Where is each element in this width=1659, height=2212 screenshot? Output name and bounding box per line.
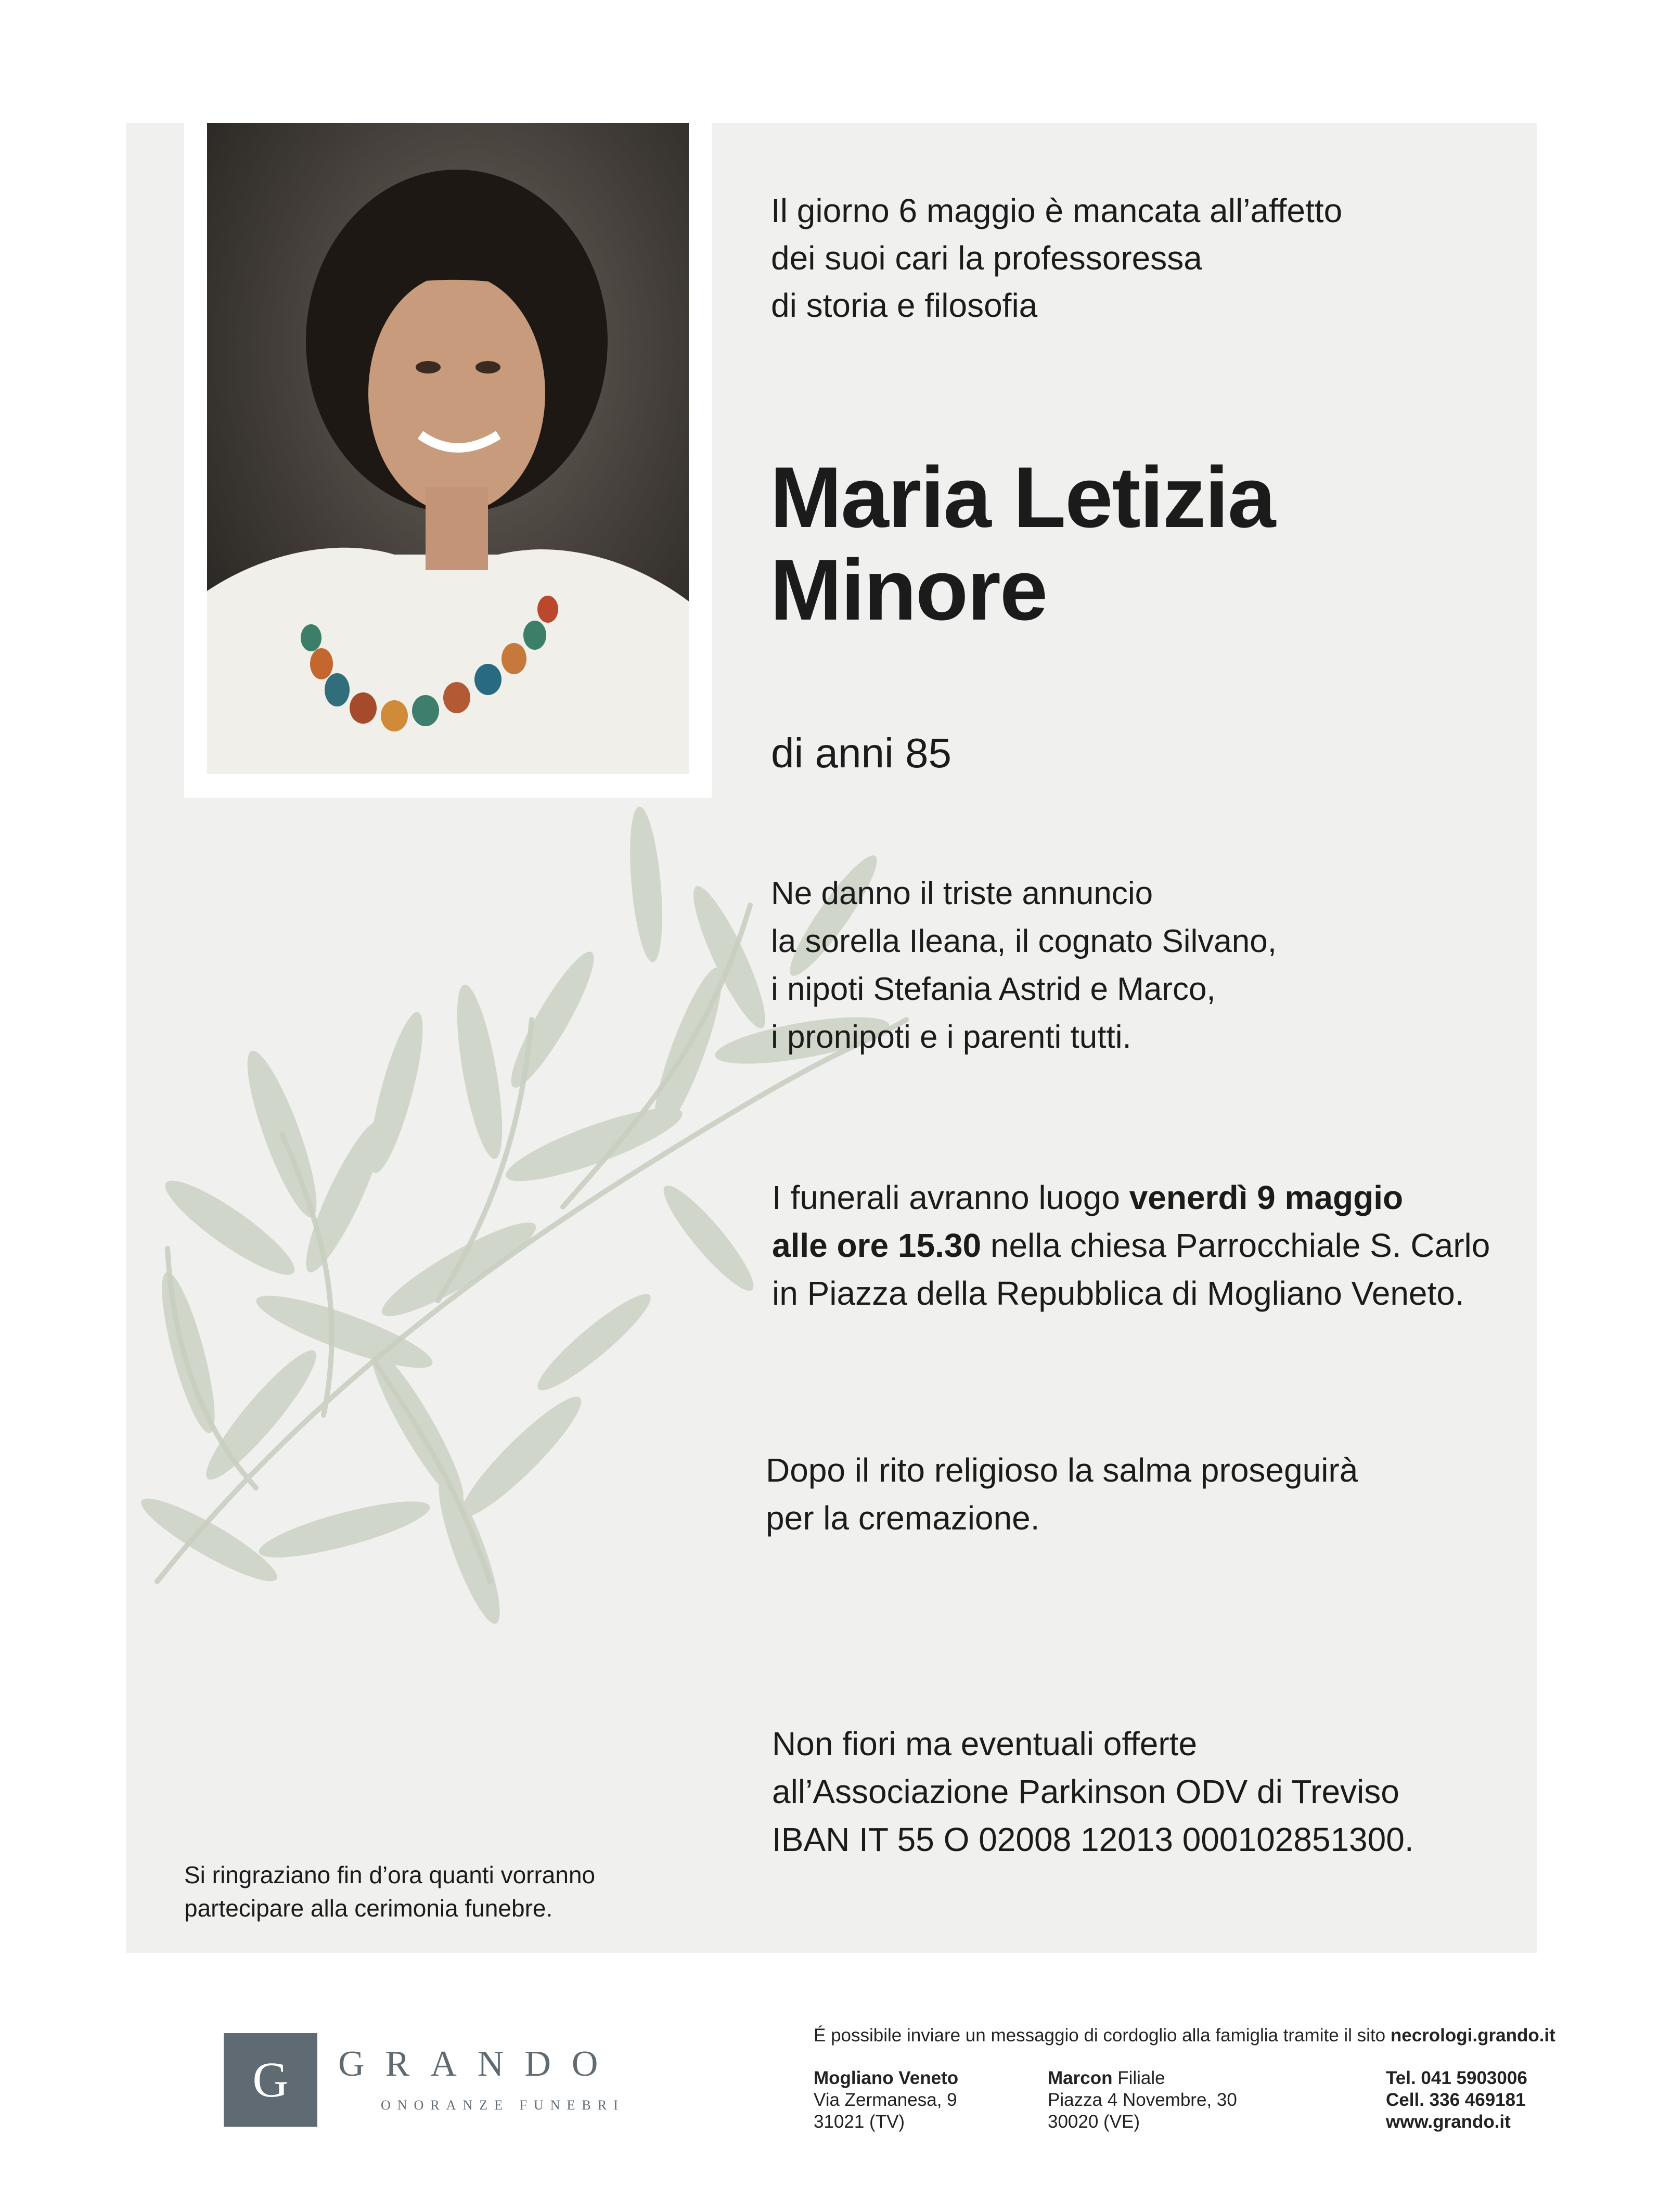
funeral-line-2-text: nella chiesa Parrocchiale S. Carlo (981, 1227, 1490, 1264)
office-mogliano-name: Mogliano Veneto (814, 2068, 959, 2088)
grando-logo-word: GRANDO (338, 2044, 619, 2084)
announcement-text: Ne danno il triste annuncio la sorella Ileana, il cognato Silvano, i nipoti Stefania Astrid e Marco, i pronipoti e i parenti tutti. (771, 876, 1277, 1055)
grando-logo-subtitle: ONORANZE FUNEBRI (381, 2098, 625, 2113)
grando-logo-mark: G (224, 2033, 317, 2127)
funeral-time: alle ore 15.30 (772, 1227, 982, 1264)
deceased-name: Maria Letizia Minore (770, 449, 1275, 638)
office-marcon-city: 30020 (VE) (1048, 2112, 1140, 2132)
funeral-line-1 (772, 1174, 1490, 1221)
portrait-frame (184, 123, 712, 798)
thanks-text: Si ringraziano fin d’ora quanti vorranno partecipare alla cerimonia funebre. (184, 1861, 596, 1922)
portrait-photo (207, 123, 689, 774)
condolence-site-link[interactable]: necrologi.grando.it (1390, 2025, 1555, 2046)
cremation-text: Dopo il rito religioso la salma proseguirà per la cremazione. (766, 1451, 1358, 1537)
funeral-details (772, 1174, 1490, 1317)
cell-number[interactable]: Cell. 336 469181 (1386, 2090, 1526, 2110)
office-mogliano (814, 2067, 958, 2133)
condolence-text: É possibile inviare un messaggio di cordoglio alla famiglia tramite il sito (814, 2025, 1391, 2046)
condolence-note (814, 2025, 1555, 2047)
office-mogliano-street: Via Zermanesa, 9 (814, 2090, 957, 2110)
age-text: di anni 85 (771, 730, 951, 776)
website-link[interactable]: www.grando.it (1386, 2112, 1511, 2132)
phone-number[interactable]: Tel. 041 5903006 (1386, 2068, 1527, 2088)
office-marcon-street: Piazza 4 Novembre, 30 (1048, 2090, 1237, 2110)
funeral-line-1-text: I funerali avranno luogo (772, 1179, 1129, 1216)
office-marcon-label: Filiale (1112, 2068, 1165, 2088)
intro-text: Il giorno 6 maggio è mancata all’affetto dei suoi cari la professoressa di storia e filosofia (771, 192, 1343, 324)
office-mogliano-city: 31021 (TV) (814, 2112, 905, 2132)
office-marcon-name: Marcon (1048, 2068, 1113, 2088)
funeral-date: venerdì 9 maggio (1129, 1179, 1404, 1216)
office-marcon (1048, 2067, 1237, 2133)
funeral-line-2 (772, 1221, 1490, 1269)
funeral-line-3: in Piazza della Repubblica di Mogliano Veneto. (772, 1275, 1464, 1312)
contacts (1386, 2067, 1527, 2133)
offerings-text: Non fiori ma eventuali offerte all’Associazione Parkinson ODV di Treviso IBAN IT 55 O 02008 12013 000102851300. (772, 1725, 1414, 1858)
office-marcon-title (1048, 2067, 1237, 2089)
